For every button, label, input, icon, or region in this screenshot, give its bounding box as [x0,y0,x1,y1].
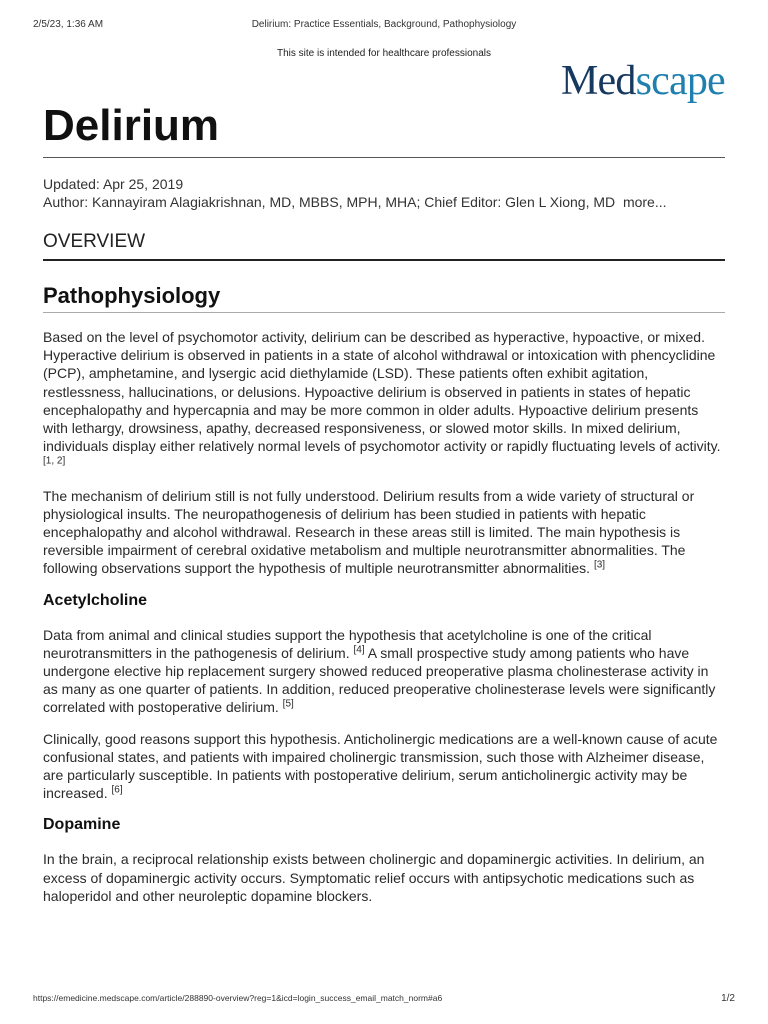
subheading-acetylcholine: Acetylcholine [43,591,148,609]
paragraph-3 [43,626,727,717]
updated-date: Updated: Apr 25, 2019 [43,176,184,192]
section-divider [43,312,725,313]
overview-divider [43,259,725,261]
reference-link[interactable]: [1, 2] [43,455,66,467]
subheading-dopamine: Dopamine [43,816,121,834]
medscape-logo[interactable] [561,58,725,104]
more-authors-link[interactable]: more... [622,194,667,210]
reference-link[interactable]: [4] [353,644,365,656]
reference-link[interactable]: [5] [282,698,294,710]
paragraph-1 [43,328,727,474]
paragraph-text: Data from animal and clinical studies support the hypothesis that acetylcholine is one of the critical neurotransmitters in the pathogenesis of delirium. [43,626,652,661]
print-page-title: Delirium: Practice Essentials, Background, Pathophysiology [251,19,517,30]
print-url: https://emedicine.medscape.com/article/288890-overview?reg=1&icd=login_success_email_match_norm#a6 [33,993,443,1003]
logo-scape-text: scape [635,58,725,104]
article-body [43,328,727,918]
print-footer [33,993,735,1007]
section-heading-pathophysiology: Pathophysiology [43,283,221,308]
title-divider [43,157,725,158]
paragraph-text: A small prospective study among patients who have undergone elective hip replacement surgery showed reduced preoperative plasma cholinesterase activity in as many as one quarter of patients. In addition, reduced preoperative cholinesterase levels were significantly correlated with postoperative delirium. [43,644,716,716]
paragraph-text: Based on the level of psychomotor activity, delirium can be described as hyperactive, hypoactive, or mixed. Hyperactive delirium is observed in patients in a state of alcohol withdrawal or intoxication with phencyclidine (PCP), amphetamine, and lysergic acid diethylamide (LSD). These patients often exhibit agitation, restlessness, hallucinations, or delusions. Hypoactive delirium is observed in patients in states of hepatic encephalopathy and hypercapnia and may be more common in older adults. Hypoactive delirium presents with lethargy, drowsiness, apathy, decreased responsiveness, or slowed motor skills. In mixed delirium, individuals display either relatively normal levels of psychomotor activity or rapidly fluctuating levels of activity. [43,329,721,455]
page-number: 1/2 [721,993,735,1004]
reference-link[interactable]: [3] [593,559,606,571]
author-line [43,193,733,211]
print-header [33,19,735,33]
logo-med-text: Med [561,58,636,104]
paragraph-text: Clinically, good reasons support this hypothesis. Anticholinergic medications are a well-known cause of acute confusional states, and patients with impaired cholinergic transmission, such those with Alzheimer disease, are particularly susceptible. In patients with postoperative delirium, serum anticholinergic activity may be increased. [43,730,718,802]
paragraph-text: The mechanism of delirium still is not fully understood. Delirium results from a wide variety of structural or physiological insults. The neuropathogenesis of delirium has been studied in patients with hepatic encephalopathy and alcohol withdrawal. Research in these areas still is limited. The main hypothesis is reversible impairment of cerebral oxidative metabolism and multiple neurotransmitter abnormalities. The following observations support the hypothesis of multiple neurotransmitter abnormalities. [43,487,695,577]
page-title: Delirium [43,101,220,150]
overview-label: OVERVIEW [43,231,146,252]
author-text: Author: Kannayiram Alagiakrishnan, MD, MBBS, MPH, MHA; Chief Editor: Glen L Xiong, MD [43,194,616,210]
print-datetime: 2/5/23, 1:36 AM [33,19,104,30]
professional-notice: This site is intended for healthcare professionals [276,48,491,59]
paragraph-4 [43,730,727,803]
paragraph-5: In the brain, a reciprocal relationship exists between cholinergic and dopaminergic activities. In delirium, an excess of dopaminergic activity occurs. Symptomatic relief occurs with antipsychotic medications such as haloperidol and other neuroleptic dopamine blockers. [43,851,705,904]
article-meta [43,175,733,211]
reference-link[interactable]: [6] [111,784,123,796]
paragraph-2 [43,487,727,578]
